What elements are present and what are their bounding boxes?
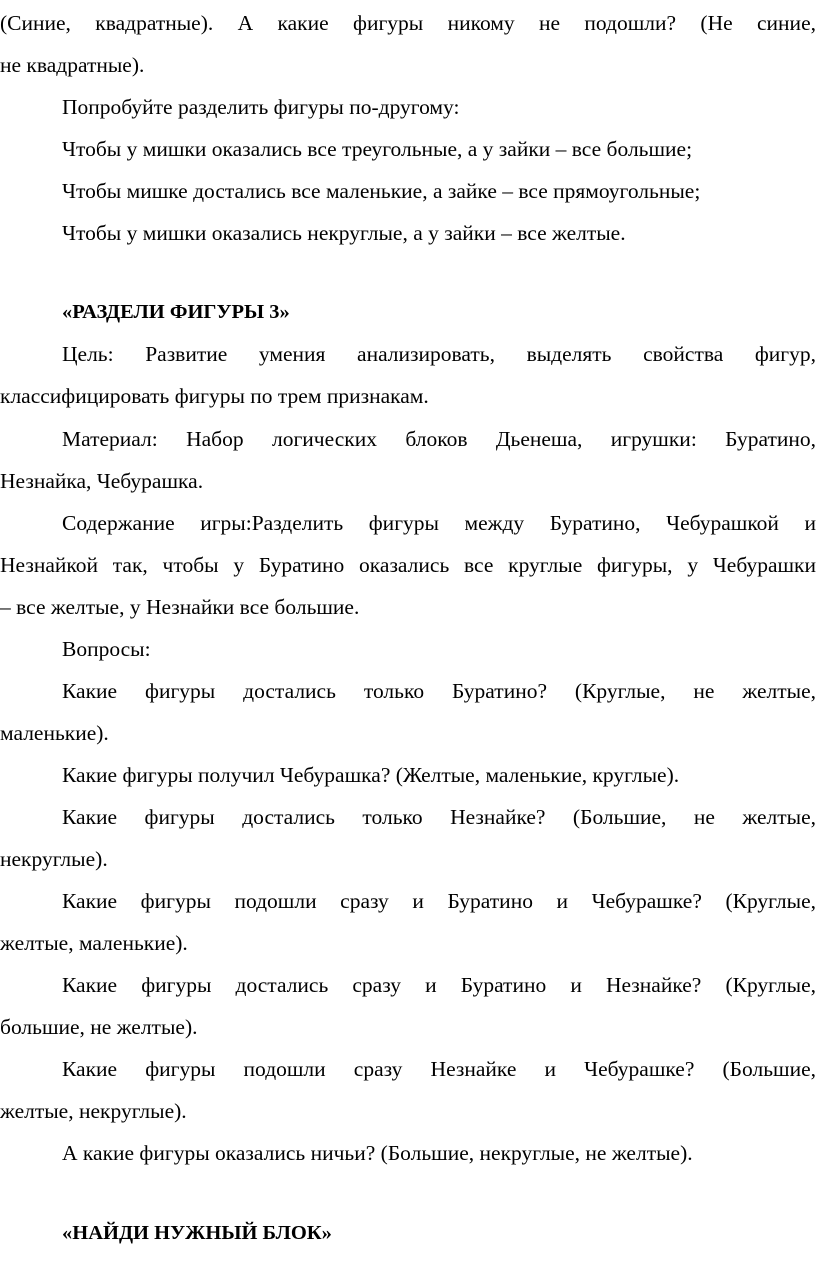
section-heading: «РАЗДЕЛИ ФИГУРЫ 3» [62,301,290,323]
text-line: Цель: Развитие умения анализировать, выделять свойства фигур, [62,342,816,366]
text-line: классифицировать фигуры по трем признакам. [0,384,429,408]
text-line: Попробуйте разделить фигуры по-другому: [62,95,460,119]
text-line: Вопросы: [62,637,151,661]
text-line: – все желтые, у Незнайки все большие. [0,595,360,619]
text-line: Материал: Набор логических блоков Дьенеша, игрушки: Буратино, [62,427,816,451]
text-line: Содержание игры:Разделить фигуры между Буратино, Чебурашкой и [62,511,816,535]
text-line: Какие фигуры получил Чебурашка? (Желтые, маленькие, круглые). [62,763,680,787]
text-line: Какие фигуры подошли сразу и Буратино и Чебурашке? (Круглые, [62,889,816,913]
text-line: Чтобы у мишки оказались некруглые, а у зайки – все желтые. [62,221,626,245]
text-line: желтые, маленькие). [0,931,188,955]
text-line: Незнайка, Чебурашка. [0,469,204,493]
text-line: А какие фигуры оказались ничьи? (Большие, некруглые, не желтые). [62,1141,693,1165]
text-line: желтые, некруглые). [0,1099,187,1123]
text-line: Чтобы мишке достались все маленькие, а зайке – все прямоугольные; [62,179,701,203]
text-line: Какие фигуры достались только Незнайке? (Большие, не желтые, [62,805,816,829]
text-line: большие, не желтые). [0,1015,198,1039]
text-line: Какие фигуры достались только Буратино? (Круглые, не желтые, [62,679,816,703]
text-line: Незнайкой так, чтобы у Буратино оказались все круглые фигуры, у Чебурашки [0,553,816,577]
section-heading: «НАЙДИ НУЖНЫЙ БЛОК» [62,1222,332,1244]
text-line: Какие фигуры достались сразу и Буратино и Незнайке? (Круглые, [62,973,816,997]
text-line: маленькие). [0,721,109,745]
text-line: (Синие, квадратные). А какие фигуры никому не подошли? (Не синие, [0,11,816,35]
text-line: некруглые). [0,847,108,871]
text-line: Чтобы у мишки оказались все треугольные, а у зайки – все большие; [62,137,693,161]
text-line: Какие фигуры подошли сразу Незнайке и Чебурашке? (Большие, [62,1057,816,1081]
text-line: не квадратные). [0,53,145,77]
